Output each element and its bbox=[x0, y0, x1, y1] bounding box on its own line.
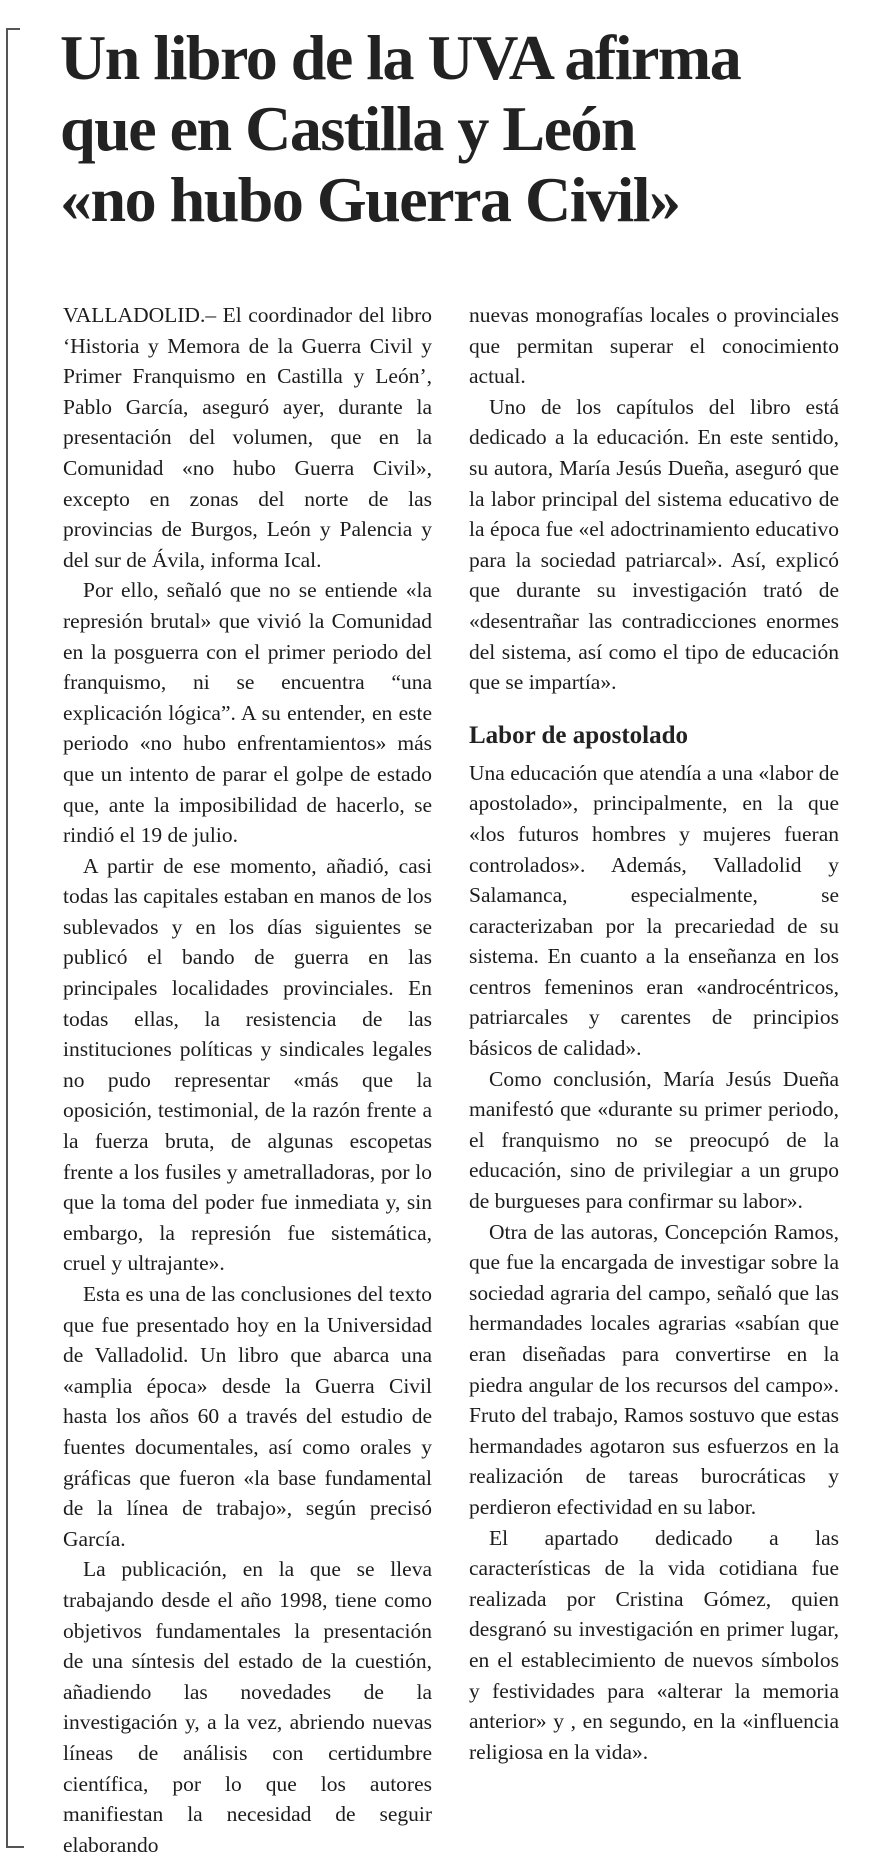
left-border-top-tick bbox=[6, 28, 20, 30]
paragraph: A partir de ese momento, añadió, casi todas las capitales estaban en manos de los sublevados y en los días siguientes se publicó el bando de guerra en las principales localidades provinciales. En todas ellas, la resistencia de las instituciones políticas y sindicales legales no pudo representar «más que la oposición, testimonial, de la razón frente a la fuerza bruta, de algunas escopetas frente a los fusiles y ametralladoras, por lo que la toma del poder fue inmediata y, sin embargo, la represión fue sistemática, cruel y ultrajante». bbox=[63, 853, 432, 1276]
paragraph-lead: VALLADOLID.– El coordinador del libro ‘Historia y Memora de la Guerra Civil y Primer Franquismo en Castilla y León’, Pablo García, aseguró ayer, durante la presentación del volumen, que en la Comunidad «no hubo Guerra Civil», excepto en zonas del norte de las provincias de Burgos, León y Palencia y del sur de Ávila, informa Ical. bbox=[63, 303, 432, 572]
headline-line-1: Un libro de la UVA afirma bbox=[60, 22, 741, 93]
section-subheading: Labor de apostolado bbox=[469, 721, 689, 749]
paragraph: Otra de las autoras, Concepción Ramos, que fue la encargada de investigar sobre la sociedad agraria del campo, señaló que las hermandades locales agrarias «sabían que eran diseñadas para convertirse en la piedra angular de los recursos del campo». Fruto del trabajo, Ramos sostuvo que estas hermandades agotaron sus esfuerzos en la realización de tareas burocráticas y perdieron efectividad en su labor. bbox=[469, 1219, 839, 1519]
paragraph-continuation: nuevas monografías locales o provinciales que permitan superar el conocimiento actual. bbox=[469, 303, 839, 389]
paragraph: Por ello, señaló que no se entiende «la represión brutal» que vivió la Comunidad en la posguerra con el primer periodo del franquismo, ni se encuentra “una explicación lógica”. A su entender, en este periodo «no hubo enfrentamientos» más que un intento de parar el golpe de estado que, ante la imposibilidad de hacerlo, se rindió el 19 de julio. bbox=[63, 578, 432, 848]
paragraph: Como conclusión, María Jesús Dueña manifestó que «durante su primer periodo, el franquismo no se preocupó de la educación, sino de privilegiar a un grupo de burgueses para confirmar su labor». bbox=[469, 1066, 839, 1214]
paragraph: Uno de los capítulos del libro está dedicado a la educación. En este sentido, su autora, María Jesús Dueña, aseguró que la labor principal del sistema educativo de la época fue «el adoctrinamiento educativo para la sociedad patriarcal». Así, explicó que durante su investigación trató de «desentrañar las contradicciones enormes del sistema, así como el tipo de educación que se impartía». bbox=[469, 394, 839, 695]
paragraph: Una educación que atendía a una «labor de apostolado», principalmente, en la que «los futuros hombres y mujeres fueran controlados». Además, Valladolid y Salamanca, especialmente, se caracterizaban por la precariedad de su sistema. En cuanto a la enseñanza en los centros femeninos eran «androcéntricos, patriarcales y carentes de principios básicos de calidad». bbox=[469, 760, 839, 1061]
article-column-left bbox=[63, 300, 432, 1860]
headline-line-3: «no hubo Guerra Civil» bbox=[60, 164, 680, 235]
article-column-right bbox=[469, 300, 839, 1767]
paragraph: El apartado dedicado a las características de la vida cotidiana fue realizada por Cristina Gómez, quien desgranó su investigación en primer lugar, en el establecimiento de nuevos símbolos y festividades para «alterar la memoria anterior» y , en segundo, en la «influencia religiosa en la vida». bbox=[469, 1525, 839, 1764]
headline-line-2: que en Castilla y León bbox=[60, 93, 636, 164]
paragraph: Esta es una de las conclusiones del texto que fue presentado hoy en la Universidad de Valladolid. Un libro que abarca una «amplia época» desde la Guerra Civil hasta los años 60 a través del estudio de fuentes documentales, así como orales y gráficas que fueron «la base fundamental de la línea de trabajo», según precisó García. bbox=[63, 1282, 432, 1551]
left-border-bottom-tick bbox=[6, 1846, 24, 1848]
left-border-rule bbox=[6, 28, 8, 1846]
paragraph: La publicación, en la que se lleva trabajando desde el año 1998, tiene como objetivos fundamentales la presentación de una síntesis del estado de la cuestión, añadiendo las novedades de la investigación y, a la vez, abriendo nuevas líneas de análisis con certidumbre científica, por lo que los autores manifiestan la necesidad de seguir elaborando bbox=[63, 1557, 432, 1857]
article-headline bbox=[60, 22, 860, 235]
